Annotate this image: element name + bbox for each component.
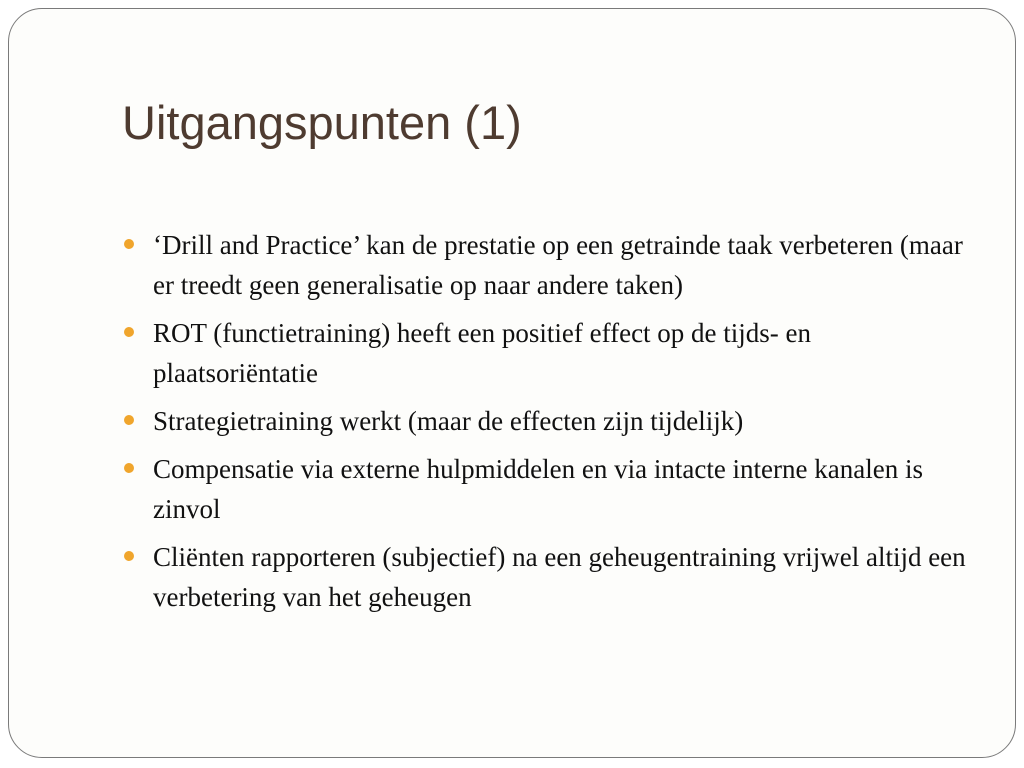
bullet-marker-icon bbox=[124, 239, 134, 249]
bullet-item bbox=[153, 537, 973, 617]
slide-frame bbox=[8, 8, 1016, 758]
bullet-item bbox=[153, 449, 973, 529]
bullet-marker-icon bbox=[124, 327, 134, 337]
bullet-marker-icon bbox=[124, 463, 134, 473]
bullet-item bbox=[153, 313, 973, 393]
bullet-text: ROT (functietraining) heeft een positief effect op de tijds- en plaatsoriëntatie bbox=[153, 318, 812, 388]
bullet-item bbox=[153, 225, 973, 305]
bullet-text: Strategietraining werkt (maar de effecten zijn tijdelijk) bbox=[153, 406, 744, 436]
bullet-list bbox=[153, 225, 973, 625]
bullet-text: Cliënten rapporteren (subjectief) na een geheugentraining vrijwel altijd een verbetering van het geheugen bbox=[153, 542, 966, 612]
bullet-text: Compensatie via externe hulpmiddelen en via intacte interne kanalen is zinvol bbox=[153, 454, 923, 524]
bullet-marker-icon bbox=[124, 415, 134, 425]
bullet-marker-icon bbox=[124, 551, 134, 561]
slide-title: Uitgangspunten (1) bbox=[122, 96, 522, 149]
bullet-text: ‘Drill and Practice’ kan de prestatie op een getrainde taak verbeteren (maar er treedt geen generalisatie op naar andere taken) bbox=[153, 230, 963, 300]
bullet-item bbox=[153, 401, 973, 441]
